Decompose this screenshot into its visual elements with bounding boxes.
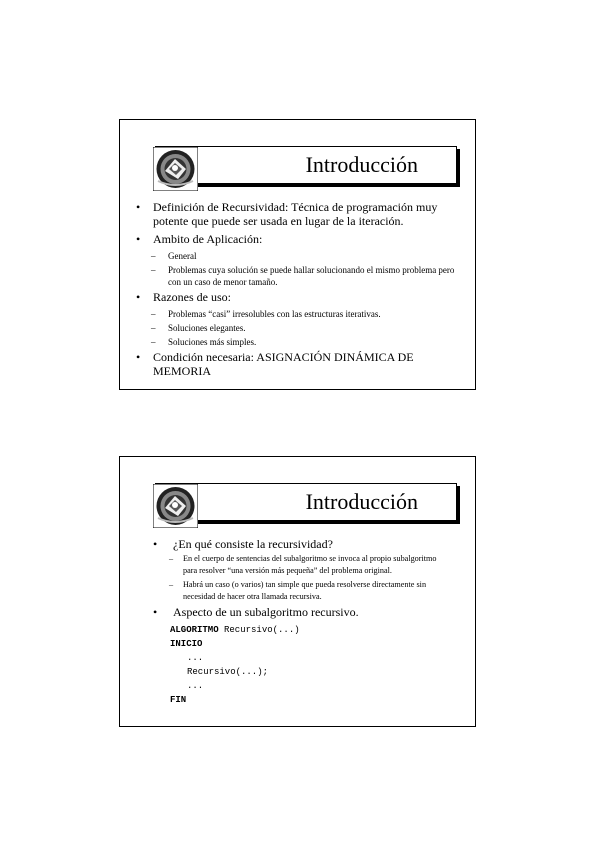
bullet-text: ¿En qué consiste la recursividad? [173, 537, 333, 551]
code-block [170, 623, 445, 707]
bullet-text: Aspecto de un subalgoritmo recursivo. [173, 605, 359, 619]
sub-bullet: – Problemas “casi” irresolubles con las estructuras iterativas. [151, 309, 381, 319]
university-seal-icon [153, 147, 198, 191]
code-line: ... [187, 653, 204, 663]
code-text: Recursivo(...) [218, 625, 300, 635]
sub-bullet-text: Problemas “casi” irresolubles con las estructuras iterativas. [168, 309, 381, 319]
bullet: • Aspecto de un subalgoritmo recursivo. [153, 605, 359, 619]
slide-1-content [136, 200, 465, 382]
sub-bullet-text: Habrá un caso (o varios) tan simple que pueda resolverse directamente sin necesidad de hacer otra llamada recursiva. [183, 580, 427, 601]
slide-1 [119, 119, 476, 390]
sub-bullet: – Soluciones más simples. [151, 337, 257, 347]
code-line [170, 637, 445, 651]
code-line [170, 623, 445, 637]
bullet-text: Ambito de Aplicación: [153, 232, 263, 246]
code-line [170, 693, 445, 707]
title-box [155, 483, 457, 521]
code-keyword: ALGORITMO [170, 625, 219, 635]
sub-bullet: – General [151, 251, 197, 261]
sub-bullet: – Soluciones elegantes. [151, 323, 246, 333]
sub-bullet: – En el cuerpo de sentencias del subalgoritmo se invoca al propio subalgoritmo para resolver “una versión más pequeña” del problema original. [169, 554, 437, 575]
code-keyword: FIN [170, 695, 187, 705]
sub-bullet: – Problemas cuya solución se puede hallar solucionando el mismo problema pero con un caso de menor tamaño. [151, 265, 455, 287]
slide-2-content [153, 537, 445, 707]
code-line: ... [187, 681, 204, 691]
slide-title: Introducción [305, 152, 418, 177]
sub-bullet-text: Soluciones elegantes. [168, 323, 246, 333]
bullet: • Ambito de Aplicación: [136, 232, 263, 246]
code-keyword: INICIO [170, 639, 203, 649]
slide-title: Introducción [305, 489, 418, 514]
bullet-text: Definición de Recursividad: Técnica de programación muy potente que puede ser usada en lugar de la iteración. [153, 200, 438, 228]
bullet-text: Razones de uso: [153, 290, 231, 304]
bullet: • Razones de uso: [136, 290, 231, 304]
sub-bullet-text: General [168, 251, 197, 261]
sub-bullet-text: Soluciones más simples. [168, 337, 257, 347]
bullet: • ¿En qué consiste la recursividad? [153, 537, 333, 551]
sub-bullet-text: Problemas cuya solución se puede hallar solucionando el mismo problema pero con un caso de menor tamaño. [168, 265, 455, 287]
sub-bullet-text: En el cuerpo de sentencias del subalgoritmo se invoca al propio subalgoritmo para resolver “una versión más pequeña” del problema original. [183, 554, 437, 575]
title-box [155, 146, 457, 184]
code-line: Recursivo(...); [187, 667, 269, 677]
bullet: • Definición de Recursividad: Técnica de programación muy potente que puede ser usada en lugar de la iteración. [136, 200, 438, 228]
slide-2 [119, 456, 476, 727]
university-seal-icon [153, 484, 198, 528]
bullet-text: Condición necesaria: ASIGNACIÓN DINÁMICA DE MEMORIA [153, 350, 414, 378]
bullet: • Condición necesaria: ASIGNACIÓN DINÁMICA DE MEMORIA [136, 350, 414, 378]
sub-bullet: – Habrá un caso (o varios) tan simple que pueda resolverse directamente sin necesidad de hacer otra llamada recursiva. [169, 580, 427, 601]
